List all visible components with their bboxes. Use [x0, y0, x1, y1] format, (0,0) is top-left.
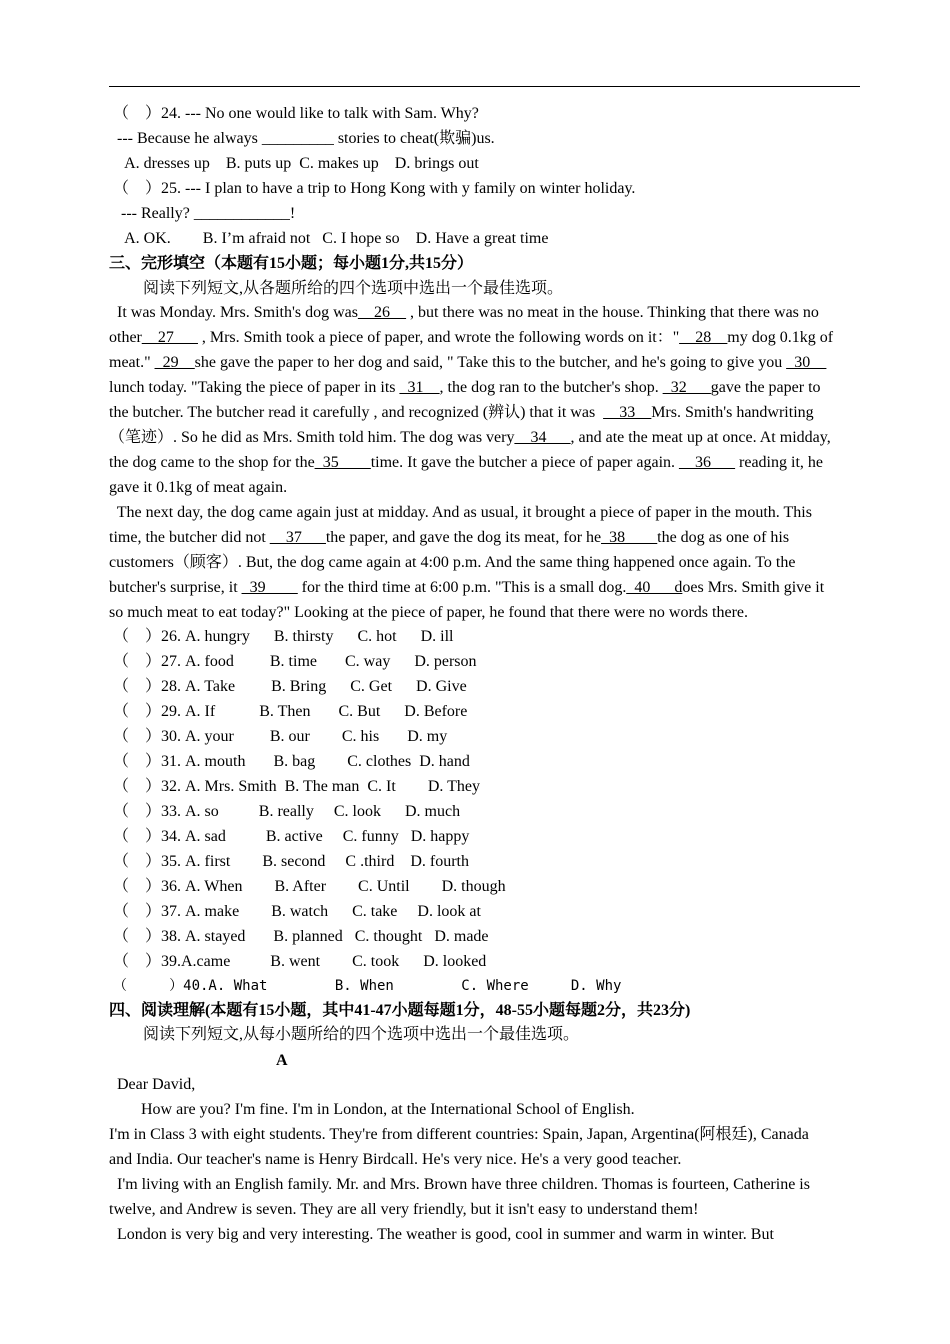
passage-line	[109, 328, 833, 348]
passage-text: It was Monday. Mrs. Smith's dog was	[109, 304, 358, 321]
cloze-blank: _30__	[786, 354, 827, 371]
option-row: （ ）35. A. first B. second C .third D. fourth	[113, 853, 469, 870]
cloze-blank: __27___	[141, 329, 198, 346]
cloze-blank: __28__	[679, 329, 728, 346]
letter-line: twelve, and Andrew is seven. They are all very friendly, but it isn't easy to understand them!	[109, 1201, 699, 1218]
cloze-blank: _35____	[314, 454, 371, 471]
passage-text: Mrs. Smith's handwriting	[651, 404, 814, 421]
option-row: （ ）36. A. When B. After C. Until D. though	[113, 878, 506, 895]
letter-line: I'm living with an English family. Mr. and Mrs. Brown have three children. Thomas is fourteen, Catherine is	[109, 1176, 810, 1193]
passage-text: The next day, the dog came again just at midday. And as usual, it brought a piece of paper in the mouth. This	[109, 504, 812, 521]
option-row: （ ）39.A.came B. went C. took D. looked	[113, 953, 487, 970]
passage-line	[109, 428, 831, 448]
passage-text: time. It gave the butcher a piece of paper again.	[370, 454, 680, 471]
passage-line	[109, 503, 812, 523]
passage-text: meat."	[109, 354, 155, 371]
passage-line	[109, 478, 287, 498]
passage-line	[109, 378, 821, 398]
passage-line	[109, 578, 824, 598]
section4-instruction: 阅读下列短文,从每小题所给的四个选项中选出一个最佳选项。	[143, 1026, 580, 1043]
question-25-options: A. OK. B. I’m afraid not C. I hope so D. Have a great time	[113, 230, 549, 247]
question-25: （ ）25. --- I plan to have a trip to Hong Kong with y family on winter holiday.	[113, 180, 636, 197]
passage-text: the dog as one of his	[657, 529, 790, 546]
passage-text: time, the butcher did not	[109, 529, 270, 546]
letter-line: I'm in Class 3 with eight students. They're from different countries: Spain, Japan, Argentina(阿根廷), Canada	[109, 1126, 809, 1143]
question-24-line: --- Because he always _________ stories to cheat(欺骗)us.	[113, 130, 495, 147]
passage-text: , and ate the meat up at once. At midday,	[570, 429, 831, 446]
passage-text: gave the paper to	[710, 379, 821, 396]
cloze-blank: __34___	[514, 429, 571, 446]
option-row: （ ）38. A. stayed B. planned C. thought D. made	[113, 928, 489, 945]
passage-text: my dog 0.1kg of	[727, 329, 834, 346]
letter-line: Dear David,	[109, 1076, 196, 1093]
passage-line	[109, 403, 814, 423]
passage-text: the dog came to the shop for the	[109, 454, 315, 471]
option-row: （ ）30. A. your B. our C. his D. my	[113, 728, 448, 745]
option-row: （ ）34. A. sad B. active C. funny D. happy	[113, 828, 470, 845]
option-row: （ ）28. A. Take B. Bring C. Get D. Give	[113, 678, 467, 695]
passage-text: lunch today. "Taking the piece of paper in its	[109, 379, 400, 396]
option-row: （ ）33. A. so B. really C. look D. much	[113, 803, 461, 820]
passage-text: （笔迹）. So he did as Mrs. Smith told him. The dog was very	[109, 429, 515, 446]
passage-text: she gave the paper to her dog and said, " Take this to the butcher, and he's going to give you	[194, 354, 787, 371]
option-row: （ ）37. A. make B. watch C. take D. look at	[113, 903, 481, 920]
option-row: （ ）29. A. If B. Then C. But D. Before	[113, 703, 468, 720]
passage-text: other	[109, 329, 142, 346]
cloze-blank: __37___	[269, 529, 326, 546]
letter-line: How are you? I'm fine. I'm in London, at the International School of English.	[109, 1101, 635, 1118]
passage-text: butcher's surprise, it	[109, 579, 242, 596]
option-row: （ ）27. A. food B. time C. way D. person	[113, 653, 477, 670]
passage-text: reading it, he	[735, 454, 823, 471]
cloze-blank: _38____	[601, 529, 658, 546]
cloze-blank: _40___d	[626, 579, 683, 596]
cloze-blank: _32___	[662, 379, 711, 396]
passage-text: the butcher. The butcher read it carefully , and recognized (辨认) that it was	[109, 404, 604, 421]
passage-line	[109, 528, 789, 548]
cloze-blank: __26__	[357, 304, 406, 321]
passage-line	[109, 303, 819, 323]
top-rule	[109, 86, 860, 87]
passage-line	[109, 353, 826, 373]
passage-text: so much meat to eat today?" Looking at the piece of paper, he found that there were no words there.	[109, 604, 748, 621]
option-row: （ ）26. A. hungry B. thirsty C. hot D. ill	[113, 628, 454, 645]
passage-label: A	[276, 1052, 288, 1069]
cloze-blank: _29__	[154, 354, 195, 371]
section4-title: 四、阅读理解(本题有15小题，其中41-47小题每题1分，48-55小题每题2分，共23分)	[109, 1002, 691, 1019]
passage-text: , Mrs. Smith took a piece of paper, and wrote the following words on it："	[197, 329, 680, 346]
option-row: （ ）32. A. Mrs. Smith B. The man C. It D. They	[113, 778, 480, 795]
letter-line: London is very big and very interesting. The weather is good, cool in summer and warm in winter. But	[109, 1226, 774, 1243]
letter-line: and India. Our teacher's name is Henry Birdcall. He's very nice. He's a very good teacher.	[109, 1151, 682, 1168]
passage-text: , the dog ran to the butcher's shop.	[439, 379, 663, 396]
cloze-blank: _39____	[241, 579, 298, 596]
passage-text: the paper, and gave the dog its meat, for he	[325, 529, 602, 546]
cloze-blank: __36___	[679, 454, 736, 471]
cloze-blank: _31__	[399, 379, 440, 396]
option-40: （ ）40.A. What B. When C. Where D. Why	[113, 978, 622, 994]
option-row: （ ）31. A. mouth B. bag C. clothes D. hand	[113, 753, 470, 770]
passage-text: customers（顾客）. But, the dog came again at 4:00 p.m. And the same thing happened once again. To the	[109, 554, 796, 571]
passage-line	[109, 553, 795, 573]
question-24-options: A. dresses up B. puts up C. makes up D. brings out	[113, 155, 479, 172]
passage-text: , but there was no meat in the house. Thinking that there was no	[405, 304, 819, 321]
passage-text: gave it 0.1kg of meat again.	[109, 479, 288, 496]
cloze-blank: __33__	[603, 404, 652, 421]
section3-title: 三、完形填空（本题有15小题；每小题1分,共15分）	[109, 255, 474, 272]
passage-text: oes Mrs. Smith give it	[682, 579, 825, 596]
question-24: （ ）24. --- No one would like to talk with Sam. Why?	[113, 105, 479, 122]
passage-text: for the third time at 6:00 p.m. "This is a small dog.	[297, 579, 627, 596]
section3-instruction: 阅读下列短文,从各题所给的四个选项中选出一个最佳选项。	[143, 280, 564, 297]
question-25-line: --- Really? ____________!	[113, 205, 296, 222]
passage-line	[109, 453, 823, 473]
passage-line	[109, 603, 748, 623]
